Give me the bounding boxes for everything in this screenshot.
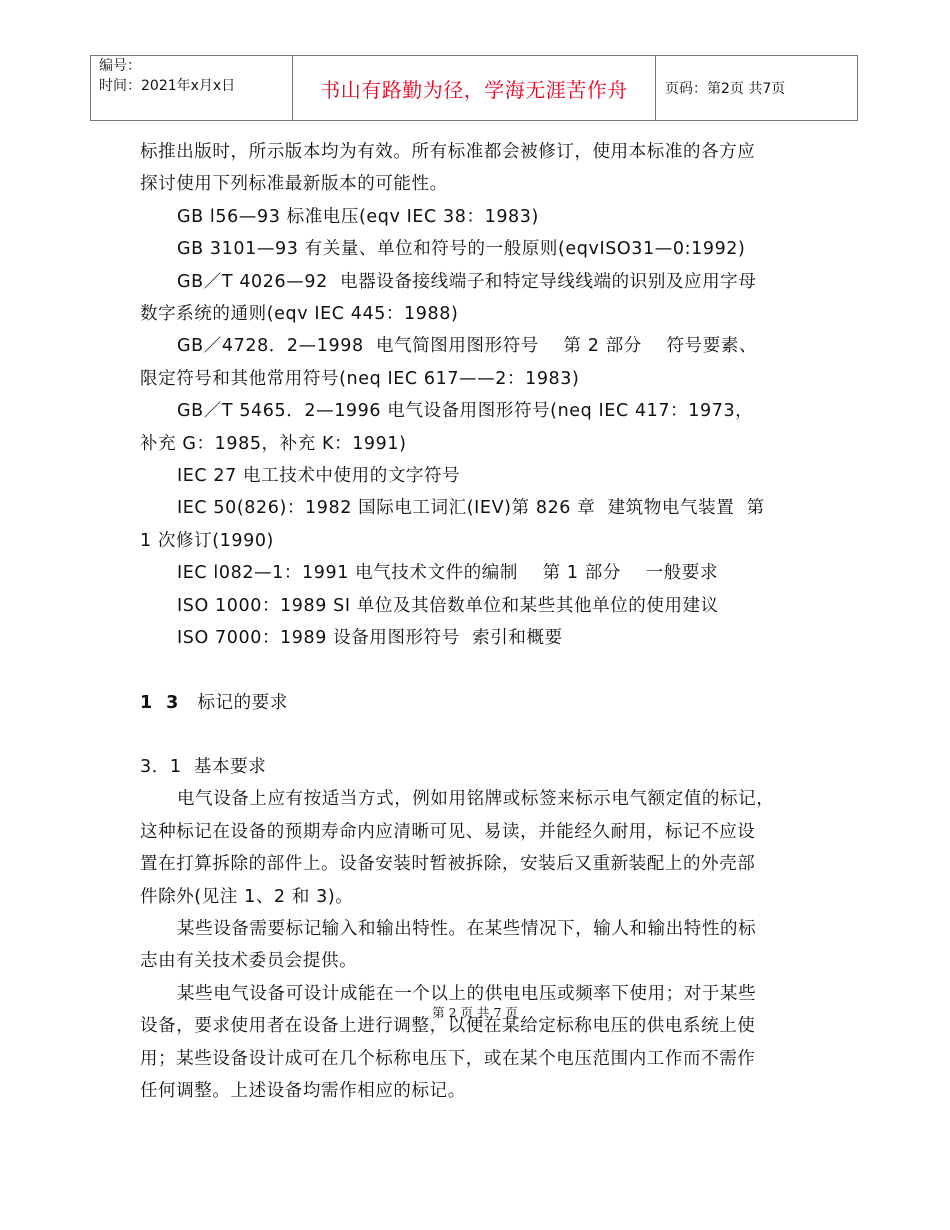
reference-item: GB／T 4026—92 电器设备接线端子和特定导线线端的识别及应用字母 bbox=[177, 271, 757, 292]
header-page-label: 页码：第2页 共7页 bbox=[656, 56, 858, 121]
reference-item: ISO 7000：1989 设备用图形符号 索引和概要 bbox=[177, 628, 563, 649]
reference-item: GB／4728．2—1998 电气简图用图形符号 第 2 部分 符号要素、 bbox=[177, 336, 758, 357]
header-meta-cell bbox=[91, 56, 293, 121]
reference-item: GB 3101—93 有关量、单位和符号的一般原则(eqvISO31—0:1992) bbox=[177, 239, 746, 260]
subsection-heading: 3．1 基本要求 bbox=[140, 756, 267, 777]
spacer bbox=[140, 655, 830, 687]
section-number: 1 3 bbox=[140, 692, 179, 713]
reference-item: GB l56—93 标准电压(eqv IEC 38：1983) bbox=[177, 206, 539, 227]
section-heading bbox=[140, 687, 830, 719]
paragraph-line: 设备，要求使用者在设备上进行调整，以便在某给定标称电压的供电系统上使 bbox=[140, 1016, 756, 1037]
paragraph-line: 任何调整。上述设备均需作相应的标记。 bbox=[140, 1080, 466, 1101]
reference-item: IEC 27 电工技术中使用的文字符号 bbox=[177, 466, 461, 487]
document-number-label: 编号： bbox=[99, 58, 141, 74]
paragraph-line: 某些设备需要标记输入和输出特性。在某些情况下，输人和输出特性的标 bbox=[177, 918, 757, 939]
reference-item: GB／T 5465．2—1996 电气设备用图形符号(neq IEC 417：1973， bbox=[177, 401, 754, 422]
header-motto: 书山有路勤为径，学海无涯苦作舟 bbox=[293, 56, 656, 121]
paragraph-line: 置在打算拆除的部件上。设备安装时暂被拆除，安装后又重新装配上的外壳部 bbox=[140, 854, 756, 875]
document-time-label: 时间：2021年x月x日 bbox=[99, 78, 236, 94]
section-title: 标记的要求 bbox=[197, 692, 288, 713]
paragraph-line: 某些电气设备可设计成能在一个以上的供电电压或频率下使用；对于某些 bbox=[177, 983, 757, 1004]
document-body bbox=[140, 136, 830, 1107]
reference-item: ISO 1000：1989 SI 单位及其倍数单位和某些其他单位的使用建议 bbox=[177, 595, 719, 616]
paragraph-line: 电气设备上应有按适当方式，例如用铭牌或标签来标示电气额定值的标记， bbox=[177, 789, 775, 810]
reference-item-continued: 数字系统的通则(eqv IEC 445：1988) bbox=[140, 304, 459, 325]
reference-item-continued: 限定符号和其他常用符号(neq IEC 617——2：1983) bbox=[140, 368, 580, 389]
reference-item-continued: 1 次修订(1990) bbox=[140, 530, 274, 551]
body-line: 标推出版时，所示版本均为有效。所有标准都会被修订，使用本标准的各方应 bbox=[140, 142, 756, 162]
paragraph-line: 志由有关技术委员会提供。 bbox=[140, 951, 358, 972]
reference-item-continued: 补充 G：1985，补充 K：1991) bbox=[140, 433, 407, 454]
footer-page-number: 第 2 页 共 7 页 bbox=[432, 1005, 518, 1020]
paragraph-line: 件除外(见注 1、2 和 3)。 bbox=[140, 886, 354, 907]
reference-item: IEC 50(826)：1982 国际电工词汇(IEV)第 826 章 建筑物电气装置 第 bbox=[177, 498, 765, 519]
body-line: 探讨使用下列标准最新版本的可能性。 bbox=[140, 174, 448, 195]
paragraph-line: 这种标记在设备的预期寿命内应清晰可见、易读，并能经久耐用，标记不应设 bbox=[140, 821, 756, 842]
reference-item: IEC l082—1：1991 电气技术文件的编制 第 1 部分 一般要求 bbox=[177, 563, 719, 584]
header-table bbox=[90, 55, 858, 121]
spacer bbox=[140, 719, 830, 751]
paragraph-line: 用；某些设备设计成可在几个标称电压下，或在某个电压范围内工作而不需作 bbox=[140, 1048, 756, 1069]
